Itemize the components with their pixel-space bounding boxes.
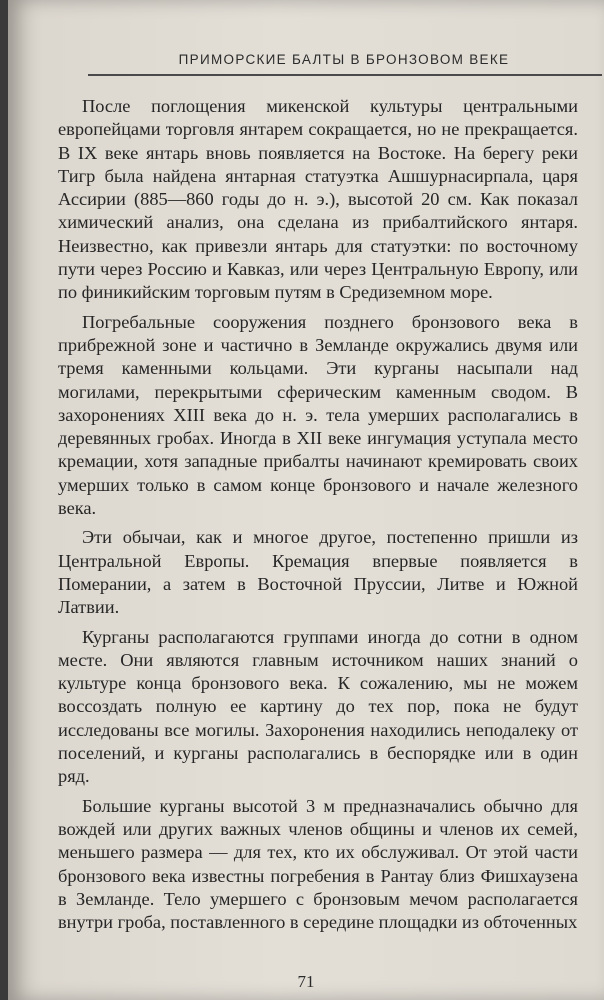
book-page — [8, 0, 604, 1000]
header-rule — [88, 74, 602, 76]
page-number: 71 — [297, 972, 315, 991]
paragraph-5: Большие курганы высотой 3 м предназначались обычно для вождей или других важных членов общины и членов их семей, меньшего размера — для тех, кто их обслуживал. От этой части бронзового века известны погребения в Рантау близ Фишхаузена в Земланде. Тело умершего с бронзовым мечом располагается внутри гроба, поставленного в середине площадки из обточенных — [58, 795, 578, 933]
paragraph-1: После поглощения микенской культуры центральными европейцами торговля янтарем сокращается, но не прекращается. В IX веке янтарь вновь появляется на Востоке. На берегу реки Тигр была найдена янтарная статуэтка Ашшурнасирпала, царя Ассирии (885—860 годы до н. э.), высотой 20 см. Как показал химический анализ, она сделана из прибалтийского янтаря. Неизвестно, как привезли янтарь для статуэтки: по восточному пути через Россию и Кавказ, или через Центральную Европу, или по финикийским торговым путям в Средиземном море. — [58, 96, 578, 303]
paragraph-2: Погребальные сооружения позднего бронзового века в прибрежной зоне и частично в Земланде окружались двумя или тремя каменными кольцами. Эти курганы насыпали над могилами, перекрытыми сферическим каменным сводом. В захоронениях XIII века до н. э. тела умерших располагались в деревянных гробах. Иногда в XII веке ингумация уступала место кремации, хотя западные прибалты начинают кремировать своих умерших только в самом конце бронзового и начале железного века. — [58, 311, 578, 519]
paragraph-3: Эти обычаи, как и многое другое, постепенно пришли из Центральной Европы. Кремация впервые появляется в Померании, а затем в Восточной Пруссии, Литве и Южной Латвии. — [58, 527, 578, 618]
paragraph-4: Курганы располагаются группами иногда до сотни в одном месте. Они являются главным источником наших знаний о культуре конца бронзового века. К сожалению, мы не можем воссоздать полную ее картину до тех пор, пока не будут исследованы все могилы. Захоронения находились неподалеку от поселений, и курганы располагались в беспорядке или в один ряд. — [58, 626, 578, 787]
body-text — [58, 95, 578, 940]
running-header: ПРИМОРСКИЕ БАЛТЫ В БРОНЗОВОМ ВЕКЕ — [178, 52, 510, 67]
